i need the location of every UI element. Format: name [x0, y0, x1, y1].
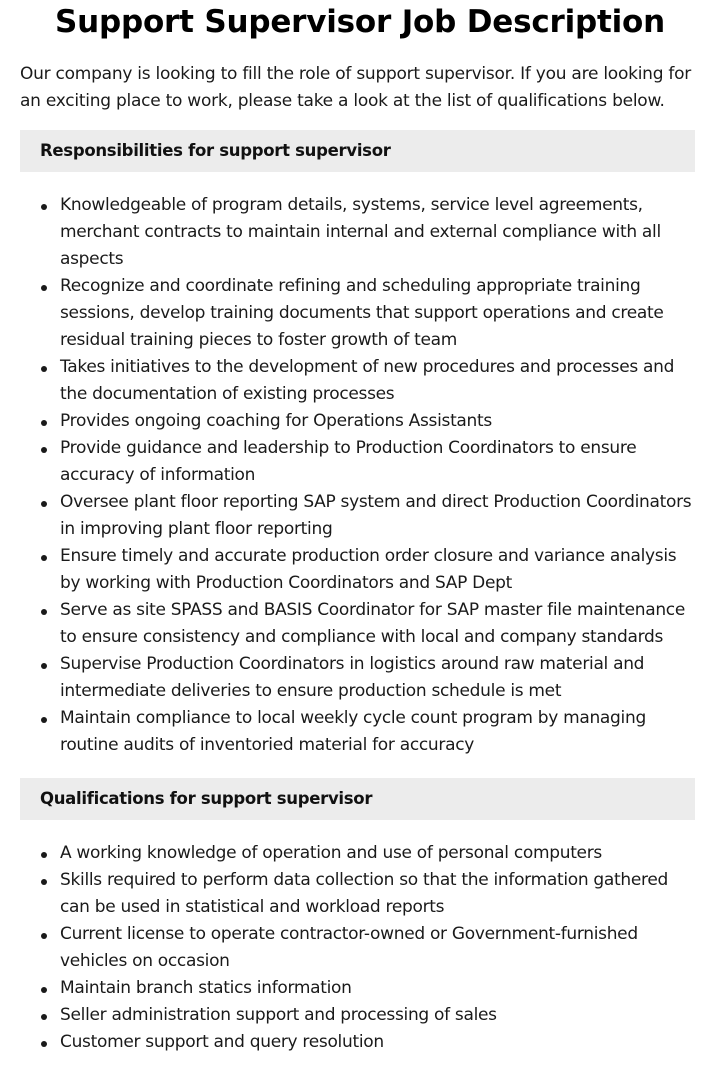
bullet-icon	[41, 609, 47, 615]
list-item-text: Current license to operate contractor-owned or Government-furnished vehicles on occasion	[60, 924, 638, 971]
bullet-icon	[41, 933, 47, 939]
list-item-text: Provide guidance and leadership to Production Coordinators to ensure accuracy of information	[60, 438, 637, 485]
list-item-text: Maintain compliance to local weekly cycle count program by managing routine audits of inventoried material for accuracy	[60, 708, 646, 755]
bullet-icon	[41, 447, 47, 453]
list-item	[0, 273, 720, 354]
list-item	[0, 543, 720, 597]
list-item-text: Provides ongoing coaching for Operations Assistants	[60, 411, 492, 431]
list-item	[0, 192, 720, 273]
list-item	[0, 435, 720, 489]
list-item	[0, 840, 720, 867]
list-item-text: Serve as site SPASS and BASIS Coordinator for SAP master file maintenance to ensure consistency and compliance with local and company standards	[60, 600, 686, 647]
list-item-text: A working knowledge of operation and use of personal computers	[60, 843, 602, 863]
responsibilities-list	[0, 192, 720, 759]
list-item-text: Customer support and query resolution	[60, 1032, 384, 1052]
bullet-icon	[41, 555, 47, 561]
bullet-icon	[41, 420, 47, 426]
list-item	[0, 354, 720, 408]
list-item	[0, 1002, 720, 1029]
qualifications-list	[0, 840, 720, 1056]
list-item-text: Recognize and coordinate refining and scheduling appropriate training sessions, develop training documents that support operations and create residual training pieces to foster growth of team	[60, 276, 664, 350]
list-item	[0, 1029, 720, 1056]
qualifications-heading: Qualifications for support supervisor	[20, 778, 695, 820]
responsibilities-heading: Responsibilities for support supervisor	[20, 130, 695, 172]
list-item	[0, 867, 720, 921]
list-item-text: Takes initiatives to the development of new procedures and processes and the documentation of existing processes	[60, 357, 675, 404]
list-item	[0, 408, 720, 435]
bullet-icon	[41, 852, 47, 858]
bullet-icon	[41, 879, 47, 885]
list-item-text: Knowledgeable of program details, systems, service level agreements, merchant contracts to maintain internal and external compliance with all aspects	[60, 195, 661, 269]
bullet-icon	[41, 285, 47, 291]
list-item	[0, 597, 720, 651]
list-item	[0, 705, 720, 759]
bullet-icon	[41, 1041, 47, 1047]
bullet-icon	[41, 663, 47, 669]
list-item-text: Skills required to perform data collection so that the information gathered can be used in statistical and workload reports	[60, 870, 668, 917]
bullet-icon	[41, 987, 47, 993]
list-item	[0, 489, 720, 543]
list-item-text: Oversee plant floor reporting SAP system and direct Production Coordinators in improving plant floor reporting	[60, 492, 692, 539]
list-item-text: Seller administration support and processing of sales	[60, 1005, 497, 1025]
bullet-icon	[41, 501, 47, 507]
list-item-text: Supervise Production Coordinators in logistics around raw material and intermediate deliveries to ensure production schedule is met	[60, 654, 645, 701]
page-title: Support Supervisor Job Description	[54, 4, 666, 40]
bullet-icon	[41, 366, 47, 372]
list-item	[0, 921, 720, 975]
list-item	[0, 975, 720, 1002]
bullet-icon	[41, 717, 47, 723]
list-item	[0, 651, 720, 705]
bullet-icon	[41, 1014, 47, 1020]
bullet-icon	[41, 204, 47, 210]
list-item-text: Maintain branch statics information	[60, 978, 352, 998]
intro-paragraph: Our company is looking to fill the role of support supervisor. If you are looking for an exciting place to work, please take a look at the list of qualifications below.	[20, 64, 692, 111]
list-item-text: Ensure timely and accurate production order closure and variance analysis by working with Production Coordinators and SAP Dept	[60, 546, 677, 593]
